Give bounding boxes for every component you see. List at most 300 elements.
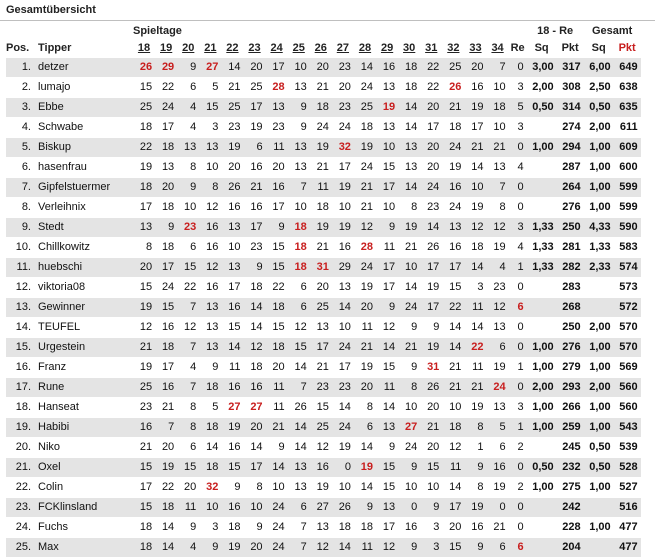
tipper-name[interactable]: Colin [36,477,133,497]
matchday-points: 7 [177,337,199,357]
matchday-points: 22 [442,297,464,317]
pkt-gesamt: 560 [614,397,641,417]
table-row [6,437,651,457]
matchday-points: 20 [354,377,376,397]
matchday-points: 21 [133,437,155,457]
matchday-points: 9 [288,97,310,117]
matchday-points: 16 [221,497,243,517]
pkt-18re: 287 [557,157,584,177]
tipper-name[interactable]: Verleihnix [36,197,133,217]
matchday-points: 15 [221,317,243,337]
matchday-points: 16 [487,457,509,477]
matchday-points: 18 [243,277,265,297]
col-sq-gesamt[interactable]: Sq [591,42,606,54]
table-row [6,77,651,97]
matchday-points: 24 [442,197,464,217]
sq-18re: 2,00 [527,377,557,397]
col-matchday[interactable]: 19 [160,42,173,54]
matchday-points: 12 [199,257,221,277]
matchday-points: 8 [177,157,199,177]
col-matchday[interactable]: 21 [204,42,217,54]
matchday-points: 9 [288,117,310,137]
position-cell: 14. [6,317,36,337]
position-cell: 4. [6,117,36,137]
matchday-points: 19 [221,537,243,557]
matchday-points: 11 [354,537,376,557]
tipper-name[interactable]: lumajo [36,77,133,97]
tipper-name[interactable]: Urgestein [36,337,133,357]
matchday-points: 19 [464,197,486,217]
matchday-points: 18 [442,117,464,137]
matchday-points: 12 [199,197,221,217]
matchday-points: 19 [354,137,376,157]
tipper-name[interactable]: Ebbe [36,97,133,117]
col-matchday[interactable]: 34 [491,42,504,54]
matchday-points: 9 [464,537,486,557]
matchday-points: 10 [398,477,420,497]
pkt-gesamt: 528 [614,457,641,477]
matchday-points: 9 [398,317,420,337]
re-cell: 2 [509,437,527,457]
matchday-points: 14 [398,97,420,117]
table-row [6,457,651,477]
tipper-name[interactable]: TEUFEL [36,317,133,337]
matchday-points: 11 [376,237,398,257]
table-row [6,137,651,157]
sq-18re: 1,00 [527,137,557,157]
matchday-points: 16 [243,197,265,217]
table-row [6,297,651,317]
matchday-points: 24 [487,377,509,397]
matchday-points: 21 [398,337,420,357]
matchday-points: 11 [266,377,288,397]
matchday-points: 25 [133,377,155,397]
pkt-gesamt: 590 [614,217,641,237]
matchday-points: 16 [464,517,486,537]
matchday-points: 19 [354,357,376,377]
matchday-points: 9 [199,537,221,557]
matchday-points: 13 [199,317,221,337]
matchday-points: 14 [398,177,420,197]
tipper-name[interactable]: Fuchs [36,517,133,537]
col-matchday[interactable]: 31 [425,42,438,54]
pkt-gesamt: 477 [614,537,641,557]
pkt-gesamt: 574 [614,257,641,277]
col-matchday[interactable]: 27 [336,42,350,54]
tipper-name[interactable]: hasenfrau [36,157,133,177]
matchday-points: 14 [354,57,376,77]
sq-gesamt: 1,00 [584,337,614,357]
matchday-points: 7 [288,177,310,197]
position-cell: 13. [6,297,36,317]
matchday-points: 6 [288,277,310,297]
col-pkt-gesamt[interactable]: Pkt [618,42,636,54]
matchday-points: 21 [133,337,155,357]
sq-18re: 1,00 [527,397,557,417]
table-row [6,57,651,77]
matchday-points: 15 [310,397,332,417]
matchday-points: 16 [199,277,221,297]
col-tipper[interactable]: Tipper [38,42,72,54]
matchday-points: 14 [221,57,243,77]
tipper-name[interactable]: Schwabe [36,117,133,137]
matchday-points: 17 [266,57,288,77]
matchday-points: 9 [266,217,288,237]
matchday-points: 14 [464,257,486,277]
matchday-points: 17 [243,97,265,117]
matchday-points: 23 [243,237,265,257]
table-row [6,277,651,297]
matchday-points: 19 [487,357,509,377]
pkt-gesamt: 572 [614,297,641,317]
matchday-points: 19 [133,357,155,377]
re-cell: 6 [509,297,527,317]
matchday-points: 19 [221,137,243,157]
pkt-gesamt: 570 [614,317,641,337]
matchday-points: 8 [177,397,199,417]
matchday-points: 20 [221,157,243,177]
pkt-18re: 264 [557,177,584,197]
matchday-points: 9 [243,257,265,277]
tipper-name[interactable]: FCKlinsland [36,497,133,517]
matchday-points: 17 [420,117,442,137]
col-matchday[interactable]: 20 [182,42,195,54]
col-matchday[interactable]: 18 [137,42,151,54]
matchday-points: 0 [487,497,509,517]
re-cell: 1 [509,417,527,437]
matchday-points: 26 [442,77,464,97]
tipper-name[interactable]: Stedt [36,217,133,237]
matchday-points: 17 [155,257,177,277]
pkt-18re: 275 [557,477,584,497]
col-matchday[interactable]: 33 [469,42,482,54]
matchday-points: 20 [243,57,265,77]
matchday-points: 16 [243,377,265,397]
matchday-points: 13 [288,457,310,477]
matchday-points: 14 [464,317,486,337]
matchday-points: 15 [376,157,398,177]
table-row [6,357,651,377]
column-header-row [6,40,651,57]
matchday-points: 11 [376,377,398,397]
col-matchday[interactable]: 24 [270,42,283,54]
tipper-name[interactable]: Hanseat [36,397,133,417]
matchday-points: 21 [464,137,486,157]
matchday-points: 19 [310,477,332,497]
matchday-points: 13 [398,157,420,177]
position-cell: 5. [6,137,36,157]
matchday-points: 10 [288,57,310,77]
matchday-points: 18 [487,97,509,117]
matchday-points: 19 [310,137,332,157]
matchday-points: 25 [354,97,376,117]
col-matchday[interactable]: 28 [358,42,372,54]
table-row [6,237,651,257]
sq-18re [527,497,557,517]
table-row [6,217,651,237]
matchday-points: 17 [133,477,155,497]
matchday-points: 10 [332,317,354,337]
matchday-points: 11 [177,497,199,517]
pkt-18re: 314 [557,97,584,117]
matchday-points: 10 [487,77,509,97]
matchday-points: 7 [155,417,177,437]
matchday-points: 16 [310,457,332,477]
sq-gesamt: 2,00 [584,117,614,137]
tipper-name[interactable]: Chillkowitz [36,237,133,257]
matchday-points: 13 [376,417,398,437]
tipper-name[interactable]: detzer [36,57,133,77]
matchday-points: 20 [332,77,354,97]
matchday-points: 20 [442,517,464,537]
matchday-points: 26 [420,377,442,397]
re-cell: 0 [509,377,527,397]
col-matchday[interactable]: 26 [314,42,327,54]
matchday-points: 20 [133,257,155,277]
position-cell: 11. [6,257,36,277]
matchday-points: 16 [442,177,464,197]
matchday-points: 7 [487,177,509,197]
matchday-points: 9 [464,457,486,477]
pkt-18re: 283 [557,277,584,297]
sq-18re: 1,33 [527,237,557,257]
matchday-points: 13 [310,517,332,537]
col-re[interactable]: Re [510,42,525,54]
matchday-points: 24 [398,437,420,457]
pkt-gesamt: 611 [614,117,641,137]
matchday-points: 15 [442,537,464,557]
col-matchday[interactable]: 23 [248,42,261,54]
matchday-points: 20 [420,157,442,177]
matchday-points: 18 [199,417,221,437]
position-cell: 15. [6,337,36,357]
matchday-points: 14 [243,297,265,317]
tipper-name[interactable]: Niko [36,437,133,457]
matchday-points: 17 [376,517,398,537]
matchday-points: 20 [420,437,442,457]
position-cell: 9. [6,217,36,237]
matchday-points: 18 [155,497,177,517]
tipper-name[interactable]: Rune [36,377,133,397]
position-cell: 3. [6,97,36,117]
matchday-points: 21 [354,177,376,197]
position-cell: 12. [6,277,36,297]
pkt-18re: 242 [557,497,584,517]
matchday-points: 26 [288,397,310,417]
matchday-points: 12 [376,537,398,557]
matchday-points: 23 [332,57,354,77]
matchday-points: 18 [266,297,288,317]
group-18re-label: 18 - Re [537,25,574,37]
col-matchday[interactable]: 30 [403,42,416,54]
matchday-points: 15 [266,237,288,257]
matchday-points: 26 [332,497,354,517]
matchday-points: 21 [310,357,332,377]
matchday-points: 24 [155,277,177,297]
sq-18re [527,277,557,297]
tipper-name[interactable]: Franz [36,357,133,377]
position-cell: 2. [6,77,36,97]
pkt-18re: 276 [557,337,584,357]
matchday-points: 21 [398,237,420,257]
matchday-points: 13 [221,217,243,237]
col-matchday[interactable]: 22 [226,42,239,54]
tipper-name[interactable]: viktoria08 [36,277,133,297]
matchday-points: 13 [266,97,288,117]
pkt-18re: 274 [557,117,584,137]
tipper-name[interactable]: Oxel [36,457,133,477]
matchday-points: 21 [354,337,376,357]
matchday-points: 6 [177,237,199,257]
matchday-points: 24 [310,117,332,137]
sq-gesamt: 4,33 [584,217,614,237]
tipper-name[interactable]: Biskup [36,137,133,157]
re-cell: 1 [509,357,527,377]
matchday-points: 6 [288,497,310,517]
pkt-gesamt: 609 [614,137,641,157]
col-matchday[interactable]: 25 [292,42,305,54]
matchday-points: 10 [199,497,221,517]
matchday-points: 8 [464,417,486,437]
col-matchday[interactable]: 29 [380,42,394,54]
matchday-points: 21 [310,157,332,177]
matchday-points: 16 [243,157,265,177]
matchday-points: 3 [420,517,442,537]
matchday-points: 19 [155,457,177,477]
matchday-points: 10 [376,137,398,157]
matchday-points: 9 [398,537,420,557]
matchday-points: 28 [354,237,376,257]
matchday-points: 18 [155,197,177,217]
matchday-points: 13 [288,477,310,497]
matchday-points: 21 [266,417,288,437]
sq-18re: 0,50 [527,457,557,477]
title-divider [0,20,655,21]
matchday-points: 18 [221,517,243,537]
matchday-points: 4 [177,537,199,557]
matchday-points: 15 [288,337,310,357]
matchday-points: 11 [354,317,376,337]
matchday-points: 6 [487,337,509,357]
matchday-points: 21 [442,377,464,397]
position-cell: 19. [6,417,36,437]
matchday-points: 11 [266,397,288,417]
tipper-name[interactable]: Gipfelstuermer [36,177,133,197]
matchday-points: 27 [310,497,332,517]
matchday-points: 17 [376,257,398,277]
matchday-points: 23 [332,377,354,397]
position-cell: 6. [6,157,36,177]
matchday-points: 7 [177,297,199,317]
matchday-points: 9 [354,497,376,517]
col-pos[interactable]: Pos. [6,42,30,54]
matchday-points: 17 [376,277,398,297]
pkt-gesamt: 573 [614,277,641,297]
pkt-18re: 279 [557,357,584,377]
matchday-points: 32 [199,477,221,497]
matchday-points: 13 [199,137,221,157]
tipper-name[interactable]: huebschi [36,257,133,277]
matchday-points: 19 [442,157,464,177]
matchday-points: 32 [332,137,354,157]
matchday-points: 19 [464,497,486,517]
tipper-name[interactable]: Gewinner [36,297,133,317]
tipper-name[interactable]: Habibi [36,417,133,437]
matchday-points: 10 [177,197,199,217]
matchday-points: 14 [376,397,398,417]
sq-18re: 1,00 [527,337,557,357]
matchday-points: 19 [221,417,243,437]
matchday-points: 20 [354,297,376,317]
matchday-points: 15 [177,257,199,277]
sq-18re: 0,50 [527,97,557,117]
matchday-points: 12 [487,217,509,237]
matchday-points: 15 [221,457,243,477]
sq-gesamt: 0,50 [584,457,614,477]
matchday-points: 14 [221,337,243,357]
matchday-points: 15 [133,457,155,477]
position-cell: 8. [6,197,36,217]
matchday-points: 9 [177,57,199,77]
matchday-points: 4 [177,357,199,377]
matchday-points: 18 [155,237,177,257]
matchday-points: 15 [266,257,288,277]
table-row [6,157,651,177]
matchday-points: 8 [354,397,376,417]
matchday-points: 24 [354,77,376,97]
matchday-points: 12 [354,217,376,237]
matchday-points: 21 [442,97,464,117]
matchday-points: 18 [288,257,310,277]
pkt-gesamt: 560 [614,377,641,397]
table-row [6,417,651,437]
sq-gesamt: 1,33 [584,237,614,257]
matchday-points: 16 [221,197,243,217]
re-cell: 0 [509,457,527,477]
matchday-points: 13 [310,317,332,337]
matchday-points: 17 [243,457,265,477]
col-sq-18re[interactable]: Sq [534,42,549,54]
matchday-points: 19 [398,217,420,237]
matchday-points: 11 [464,357,486,377]
matchday-points: 20 [155,177,177,197]
matchday-points: 19 [133,157,155,177]
matchday-points: 10 [332,477,354,497]
matchday-points: 17 [376,177,398,197]
sq-18re [527,437,557,457]
matchday-points: 18 [310,97,332,117]
tipper-name[interactable]: Max [36,537,133,557]
pkt-18re: 317 [557,57,584,77]
matchday-points: 16 [133,417,155,437]
matchday-points: 25 [310,417,332,437]
col-matchday[interactable]: 32 [447,42,460,54]
matchday-points: 9 [398,357,420,377]
matchday-points: 11 [221,357,243,377]
matchday-points: 24 [332,337,354,357]
pkt-gesamt: 516 [614,497,641,517]
pkt-gesamt: 583 [614,237,641,257]
matchday-points: 17 [332,357,354,377]
col-pkt-18re[interactable]: Pkt [561,42,579,54]
matchday-points: 17 [133,197,155,217]
matchday-points: 20 [177,477,199,497]
sq-gesamt: 1,00 [584,477,614,497]
re-cell: 5 [509,97,527,117]
matchday-points: 20 [310,57,332,77]
matchday-points: 3 [199,517,221,537]
matchday-points: 15 [199,97,221,117]
